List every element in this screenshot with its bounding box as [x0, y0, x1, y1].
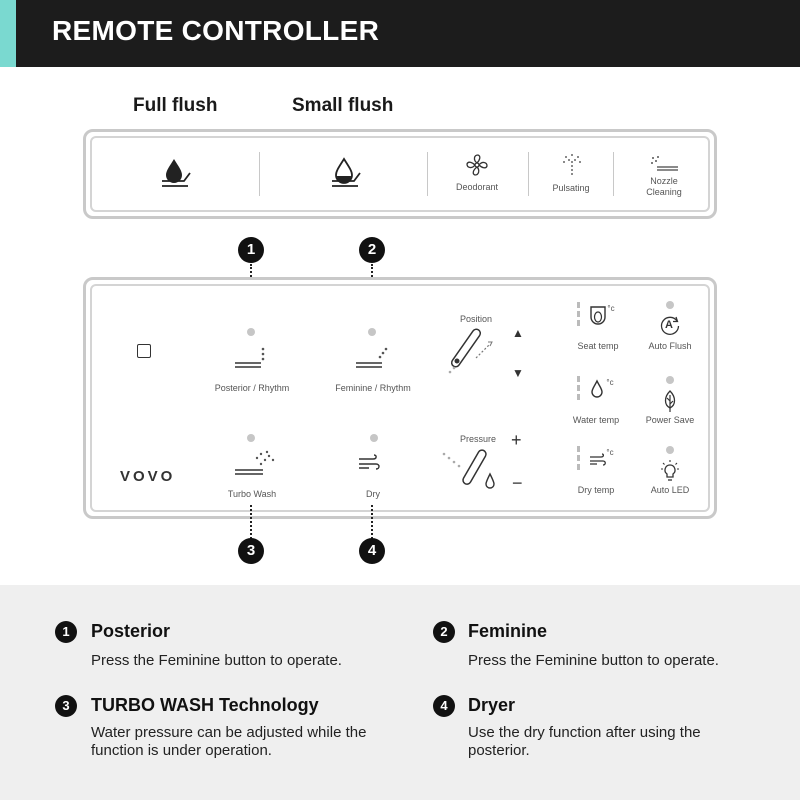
power-save-led — [666, 376, 674, 384]
full-flush-icon — [160, 157, 194, 189]
position-illustration — [446, 328, 496, 381]
dry-button[interactable] — [357, 453, 381, 478]
auto-flush-label: Auto Flush — [648, 341, 692, 351]
turbo-wash-icon — [233, 450, 277, 480]
dry-icon — [357, 453, 381, 473]
water-temp-level — [577, 376, 581, 407]
water-temp-button[interactable] — [589, 379, 605, 404]
feature-description: Use the dry function after using the posterior. — [468, 724, 701, 759]
turbo-wash-button[interactable] — [233, 450, 277, 485]
nozzle-cleaning-label: Nozzle Cleaning — [646, 176, 682, 197]
feature-title: Posterior — [91, 621, 171, 641]
posterior-icon — [233, 345, 269, 373]
power-save-label: Power Save — [645, 415, 695, 425]
level-bar-icon — [577, 376, 581, 402]
turbo-wash-led — [247, 434, 255, 442]
callout-line — [371, 505, 373, 539]
feminine-icon — [354, 345, 390, 373]
posterior-label: Posterior / Rhythm — [214, 383, 290, 393]
dry-temp-label: Dry temp — [577, 485, 615, 495]
pressure-plus-button[interactable]: + — [511, 430, 522, 450]
turbo-wash-label: Turbo Wash — [227, 489, 277, 499]
seat-temp-label: Seat temp — [577, 341, 619, 351]
nozzle-cleaning-button[interactable] — [650, 155, 680, 178]
pulsating-icon — [561, 152, 583, 178]
divider — [427, 152, 428, 196]
feature-title: Feminine — [468, 621, 548, 641]
feature-description: Press the Feminine button to operate. — [468, 652, 719, 669]
auto-flush-led — [666, 301, 674, 309]
auto-letter: A — [665, 319, 673, 331]
feminine-label: Feminine / Rhythm — [335, 383, 411, 393]
remote-panel-inner — [90, 284, 710, 512]
feature-description: Press the Feminine button to operate. — [91, 652, 342, 669]
features-section — [0, 585, 800, 800]
water-drop-icon — [589, 379, 605, 399]
posterior-led — [247, 328, 255, 336]
feature-number: 4 — [433, 695, 455, 717]
small-flush-button[interactable] — [330, 157, 364, 194]
pressure-label: Pressure — [459, 434, 496, 444]
callout-2: 2 — [359, 237, 385, 263]
power-checkbox[interactable] — [137, 344, 151, 358]
fan-icon — [465, 153, 489, 177]
nozzle-cleaning-icon — [650, 155, 680, 173]
feminine-button[interactable] — [354, 345, 390, 378]
celsius-mark: °c — [606, 378, 614, 387]
small-flush-icon — [330, 157, 364, 189]
divider — [528, 152, 529, 196]
remote-panel — [83, 277, 717, 519]
pressure-minus-button[interactable]: − — [512, 473, 523, 493]
dry-label: Dry — [366, 489, 380, 499]
position-down-button[interactable]: ▼ — [512, 366, 524, 380]
feature-number: 1 — [55, 621, 77, 643]
header-bar — [0, 0, 800, 67]
auto-led-button[interactable] — [660, 459, 680, 488]
dry-temp-level — [577, 446, 581, 477]
feminine-led — [368, 328, 376, 336]
leaf-icon — [661, 389, 679, 413]
level-bar-icon — [577, 446, 581, 472]
celsius-mark: °c — [606, 448, 614, 457]
feature-description: Water pressure can be adjusted while the function is under operation. — [91, 724, 367, 759]
divider — [259, 152, 260, 196]
posterior-button[interactable] — [233, 345, 269, 378]
small-flush-label: Small flush — [292, 95, 394, 116]
celsius-mark: °c — [607, 304, 615, 313]
seat-temp-level — [577, 302, 581, 333]
auto-led-label: Auto LED — [650, 485, 690, 495]
deodorant-label: Deodorant — [455, 182, 499, 192]
pulsating-button[interactable] — [561, 152, 583, 183]
nozzle-position-icon — [446, 328, 496, 376]
feature-number: 2 — [433, 621, 455, 643]
dry-led — [370, 434, 378, 442]
callout-3: 3 — [238, 538, 264, 564]
feature-number: 3 — [55, 695, 77, 717]
header-accent — [0, 0, 16, 67]
nozzle-pressure-icon — [440, 448, 500, 492]
callout-line — [250, 505, 252, 539]
feature-title: Dryer — [468, 695, 516, 715]
feature-title: TURBO WASH Technology — [91, 695, 319, 715]
pressure-illustration — [440, 448, 500, 497]
pulsating-label: Pulsating — [552, 183, 590, 193]
callout-1: 1 — [238, 237, 264, 263]
level-bar-icon — [577, 302, 581, 328]
position-label: Position — [459, 314, 493, 324]
light-bulb-icon — [660, 459, 680, 483]
full-flush-label: Full flush — [133, 95, 218, 116]
divider — [613, 152, 614, 196]
callout-4: 4 — [359, 538, 385, 564]
auto-flush-button[interactable] — [659, 315, 681, 342]
page-title: REMOTE CONTROLLER — [52, 15, 380, 46]
brand-logo: VOVO — [120, 468, 176, 485]
water-temp-label: Water temp — [572, 415, 620, 425]
power-save-button[interactable] — [661, 389, 679, 418]
deodorant-button[interactable] — [465, 153, 489, 182]
position-up-button[interactable]: ▲ — [512, 326, 524, 340]
auto-led-led — [666, 446, 674, 454]
full-flush-button[interactable] — [160, 157, 194, 194]
